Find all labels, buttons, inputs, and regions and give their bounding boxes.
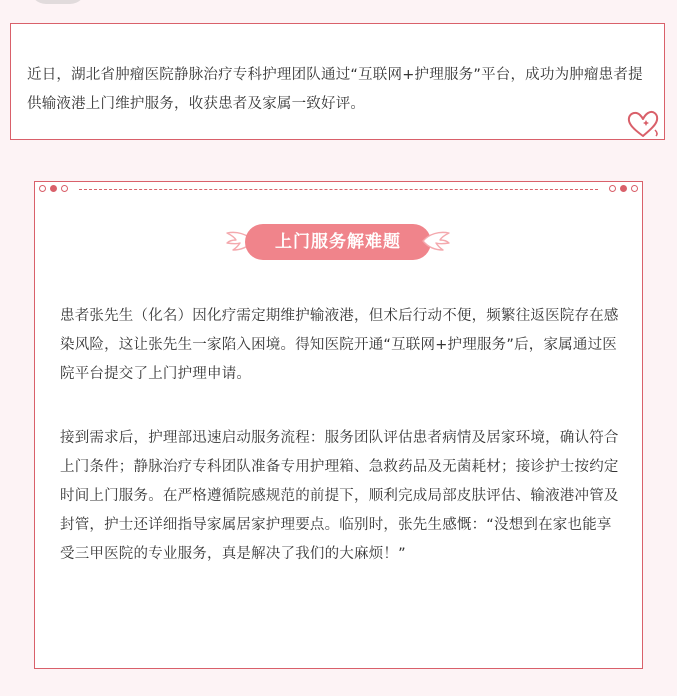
dot-icon [609,185,616,192]
section-title: 上门服务解难题 [245,224,431,260]
dot-icon [39,185,46,192]
heart-icon [626,109,660,139]
dot-icon [620,185,627,192]
decorative-dotted-line [39,185,638,195]
dashed-divider [79,189,598,190]
intro-text: 近日，湖北省肿瘤医院静脉治疗专科护理团队通过“互联网+护理服务”平台，成功为肿瘤患者提供输液港上门维护服务，收获患者及家属一致好评。 [27,67,643,112]
main-section-box [34,181,643,669]
dots-right [609,185,638,192]
top-avatar-fragment [30,0,86,4]
dot-icon [50,185,57,192]
section-title-badge [225,224,451,260]
paragraph: 患者张先生（化名）因化疗需定期维护输液港，但术后行动不便，频繁往返医院存在感染风险，这让张先生一家陷入困境。得知医院开通“互联网+护理服务”后，家属通过医院平台提交了上门护理申请。 [60,308,619,382]
dots-left [39,185,68,192]
intro-box [10,23,665,140]
dot-icon [61,185,68,192]
wing-right-icon [421,230,451,252]
dot-icon [631,185,638,192]
paragraph: 接到需求后，护理部迅速启动服务流程：服务团队评估患者病情及居家环境，确认符合上门条件；静脉治疗专科团队准备专用护理箱、急救药品及无菌耗材；接诊护士按约定时间上门服务。在严格遵循院感规范的前提下，顺利完成局部皮肤评估、输液港冲管及封管，护士还详细指导家属居家护理要点。临别时，张先生感慨：“没想到在家也能享受三甲医院的专业服务，真是解决了我们的大麻烦！” [60,430,619,562]
